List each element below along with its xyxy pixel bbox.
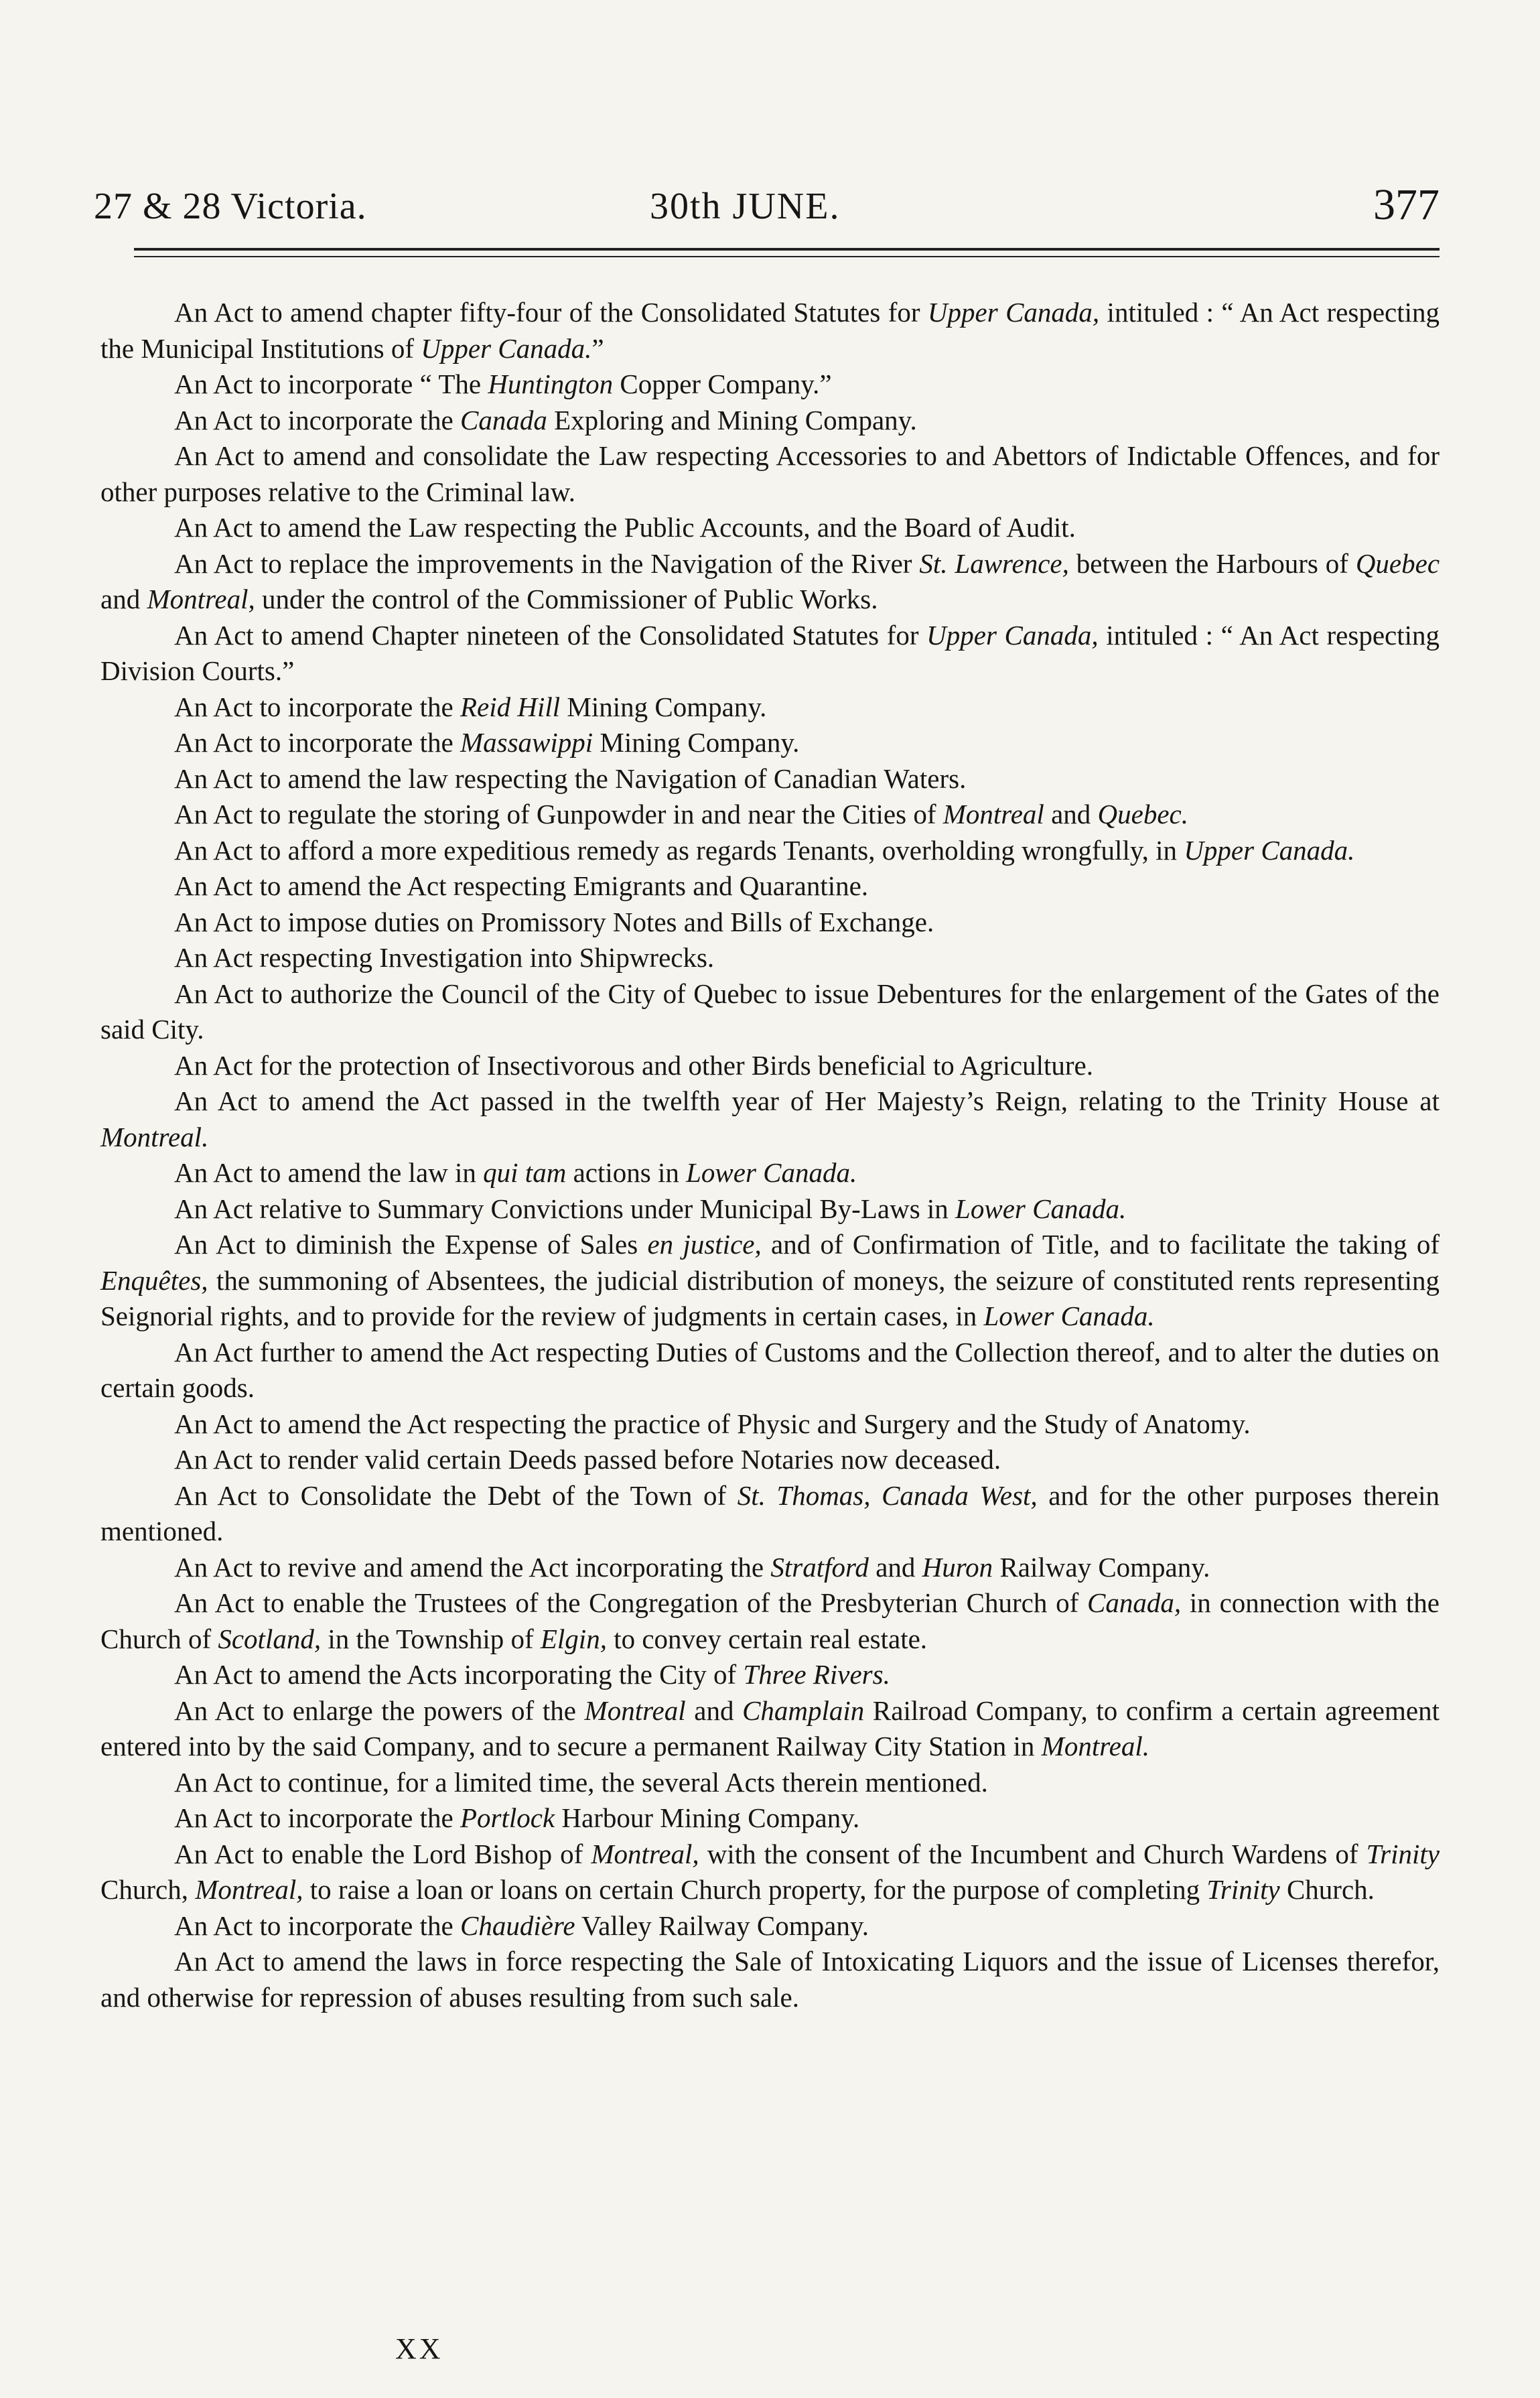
act-entry-text: to convey certain real estate. <box>606 1623 928 1654</box>
act-entry <box>100 510 1440 546</box>
act-entry <box>100 1191 1440 1227</box>
act-entry-text: intituled : “ An Act respecting the Municipal Institutions of <box>100 297 1440 364</box>
act-entry-italic-text: Montreal <box>584 1694 686 1726</box>
act-entry-italic-text: Stratford <box>770 1551 869 1583</box>
act-entry-italic-text: Reid Hill <box>460 691 561 722</box>
act-entry-text: An Act to regulate the storing of Gunpowder in and near the Cities of <box>174 799 943 829</box>
act-entry-text: ” <box>591 332 604 364</box>
act-entry-text: Railway Company. <box>993 1551 1210 1583</box>
act-entry-italic-text: Montreal <box>942 799 1044 829</box>
act-entry-text: and of Confirmation of Title, and to facilitate the taking of <box>761 1229 1440 1260</box>
act-entry-text: An Act to authorize the Council of the City of Quebec to issue Debentures for the enlargement of the Gates of the said City. <box>100 978 1440 1045</box>
act-entry-italic-text: Huron <box>922 1551 993 1583</box>
acts-list <box>100 295 1440 2015</box>
act-entry-text: An Act to afford a more expeditious remedy as regards Tenants, overholding wrongfully, in <box>174 834 1184 866</box>
act-entry-text: Copper Company.” <box>613 369 832 399</box>
act-entry-text: An Act to impose duties on Promissory Notes and Bills of Exchange. <box>174 906 934 937</box>
act-entry-text: and <box>868 1551 922 1583</box>
act-entry <box>100 940 1440 976</box>
act-entry-italic-text: Lower Canada. <box>983 1301 1155 1331</box>
header-regnal-years: 27 & 28 Victoria. <box>94 186 367 227</box>
act-entry-italic-text: Lower Canada. <box>955 1193 1127 1224</box>
act-entry-text: Church, <box>100 1874 196 1905</box>
act-entry-text: An Act to amend and consolidate the Law respecting Accessories to and Abettors of Indictable Offences, and for other purposes relative to the Criminal law. <box>100 440 1440 507</box>
act-entry <box>100 438 1440 510</box>
act-entry-text: Harbour Mining Company. <box>555 1802 860 1833</box>
act-entry <box>100 725 1440 761</box>
act-entry-italic-text: Scotland, <box>218 1623 322 1654</box>
act-entry <box>100 1478 1440 1550</box>
act-entry-text: and <box>685 1694 743 1726</box>
act-entry-text: An Act to amend Chapter nineteen of the Consolidated Statutes for <box>174 619 927 651</box>
running-header <box>94 168 1440 228</box>
act-entry-italic-text: Montreal, <box>195 1874 303 1905</box>
act-entry <box>100 689 1440 726</box>
act-entry-text: Church. <box>1279 1874 1375 1905</box>
act-entry-text: An Act to incorporate the <box>174 691 460 722</box>
act-entry-italic-text: Upper Canada, <box>927 297 1100 328</box>
act-entry <box>100 1335 1440 1406</box>
act-entry <box>100 797 1440 833</box>
header-rule-thick <box>134 248 1440 251</box>
act-entry-text: An Act to incorporate the <box>174 1910 460 1941</box>
act-entry <box>100 1155 1440 1191</box>
act-entry-italic-text: Enquêtes, <box>100 1264 208 1296</box>
act-entry-text: An Act for the protection of Insectivorous and other Birds beneficial to Agriculture. <box>174 1049 1093 1081</box>
act-entry-text: and <box>1044 799 1098 829</box>
act-entry <box>100 1693 1440 1765</box>
act-entry-text: An Act to amend the Law respecting the Public Accounts, and the Board of Audit. <box>174 512 1076 543</box>
act-entry <box>100 1083 1440 1155</box>
act-entry-text: An Act to amend the law in <box>174 1157 484 1188</box>
act-entry <box>100 1800 1440 1837</box>
act-entry-italic-text: Champlain <box>742 1694 865 1726</box>
act-entry-text: An Act to enable the Trustees of the Congregation of the Presbyterian Church of <box>174 1587 1088 1618</box>
act-entry <box>100 905 1440 941</box>
act-entry-text: An Act relative to Summary Convictions under Municipal By-Laws in <box>174 1193 956 1224</box>
act-entry <box>100 618 1440 689</box>
act-entry-italic-text: Upper Canada. <box>421 332 592 364</box>
act-entry-italic-text: Elgin, <box>540 1623 607 1654</box>
act-entry-italic-text: en justice, <box>647 1229 762 1260</box>
act-entry-text: An Act to amend the Act respecting the practice of Physic and Surgery and the Study of Anatomy. <box>174 1408 1251 1439</box>
act-entry-text: Valley Railway Company. <box>575 1910 869 1941</box>
act-entry <box>100 1550 1440 1586</box>
act-entry-italic-text: Massawippi <box>460 727 593 758</box>
act-entry-italic-text: Three Rivers. <box>743 1659 890 1690</box>
act-entry-italic-text: qui tam <box>483 1157 567 1188</box>
act-entry-text: An Act further to amend the Act respecting Duties of Customs and the Collection thereof, and to alter the duties on certain goods. <box>100 1336 1440 1403</box>
act-entry-text: An Act to revive and amend the Act incorporating the <box>174 1551 771 1583</box>
act-entry-text: Mining Company. <box>593 727 800 758</box>
act-entry-text: intituled : “ An Act respecting Division Courts.” <box>100 619 1440 686</box>
act-entry <box>100 1406 1440 1443</box>
act-entry <box>100 976 1440 1048</box>
act-entry-text: and <box>100 584 147 614</box>
act-entry <box>100 1837 1440 1908</box>
act-entry <box>100 1765 1440 1801</box>
page-number: 377 <box>1373 180 1440 229</box>
act-entry-italic-text: St. Thomas, Canada West, <box>737 1479 1038 1511</box>
act-entry-text: An Act to amend the Act respecting Emigrants and Quarantine. <box>174 870 869 901</box>
act-entry <box>100 1442 1440 1478</box>
act-entry <box>100 761 1440 797</box>
act-entry-italic-text: St. Lawrence, <box>919 547 1069 579</box>
act-entry-italic-text: Quebec <box>1355 547 1440 579</box>
act-entry-text: An Act to enable the Lord Bishop of <box>174 1838 591 1869</box>
act-entry-text: Mining Company. <box>560 691 767 722</box>
act-entry-italic-text: Chaudière <box>460 1910 575 1941</box>
act-entry <box>100 403 1440 439</box>
act-entry-text: An Act to diminish the Expense of Sales <box>174 1229 648 1260</box>
act-entry-italic-text: Montreal, <box>591 1838 699 1869</box>
act-entry-text: An Act to incorporate the <box>174 727 460 758</box>
act-entry-italic-text: Upper Canada. <box>1184 834 1355 866</box>
act-entry-text: in the Township of <box>321 1623 541 1654</box>
act-entry-text: An Act to incorporate the <box>174 404 460 436</box>
act-entry-text: Railroad Company, to confirm a certain agreement entered into by the said Company, and to secure a permanent Railway City Station in <box>100 1694 1440 1761</box>
act-entry <box>100 833 1440 869</box>
act-entry <box>100 1585 1440 1657</box>
act-entry-italic-text: Canada, <box>1087 1587 1182 1618</box>
header-date: 30th JUNE. <box>650 186 841 227</box>
act-entry-italic-text: Montreal. <box>1041 1731 1149 1761</box>
act-entry-italic-text: Trinity <box>1366 1838 1440 1869</box>
act-entry-text: and for the other purposes therein mentioned. <box>100 1479 1440 1546</box>
act-entry-text: actions in <box>566 1157 687 1188</box>
act-entry-italic-text: Huntington <box>488 369 614 399</box>
act-entry-text: to raise a loan or loans on certain Church property, for the purpose of completing <box>303 1874 1207 1905</box>
act-entry-text: An Act to continue, for a limited time, the several Acts therein mentioned. <box>174 1766 988 1798</box>
act-entry-text: under the control of the Commissioner of Public Works. <box>255 584 878 614</box>
act-entry-text: An Act to amend the Acts incorporating the City of <box>174 1659 744 1690</box>
act-entry-text: between the Harbours of <box>1068 547 1356 579</box>
act-entry-text: Exploring and Mining Company. <box>547 404 917 436</box>
act-entry <box>100 1908 1440 1944</box>
header-rule-thin <box>134 256 1440 257</box>
act-entry-italic-text: Montreal. <box>100 1121 209 1152</box>
act-entry <box>100 546 1440 618</box>
act-entry-text: the summoning of Absentees, the judicial distribution of moneys, the seizure of constituted rents representing Seignorial rights, and to provide for the review of judgments in certain cases, in <box>100 1264 1440 1331</box>
act-entry <box>100 1944 1440 2015</box>
act-entry-text: An Act to incorporate “ The <box>174 369 488 399</box>
act-entry <box>100 868 1440 905</box>
act-entry-italic-text: Canada <box>460 404 547 436</box>
act-entry-text: An Act to amend the law respecting the Navigation of Canadian Waters. <box>174 762 967 794</box>
signature-mark: XX <box>395 2332 443 2365</box>
act-entry-italic-text: Quebec. <box>1097 799 1188 829</box>
act-entry-italic-text: Trinity <box>1206 1874 1280 1905</box>
act-entry-italic-text: Lower Canada. <box>686 1157 857 1188</box>
act-entry-italic-text: Montreal, <box>147 584 255 614</box>
act-entry-text: in connection with the Church of <box>100 1587 1440 1654</box>
act-entry-text: An Act to enlarge the powers of the <box>174 1694 585 1726</box>
act-entry <box>100 295 1440 367</box>
act-entry-text: An Act to render valid certain Deeds passed before Notaries now deceased. <box>174 1444 1001 1475</box>
act-entry-text: An Act to amend the laws in force respecting the Sale of Intoxicating Liquors and the issue of Licenses therefor, and otherwise for repression of abuses resulting from such sale. <box>100 1946 1440 2013</box>
act-entry-text: An Act to replace the improvements in the Navigation of the River <box>174 547 920 579</box>
act-entry-text: with the consent of the Incumbent and Church Wardens of <box>699 1838 1367 1869</box>
act-entry-text: An Act to amend chapter fifty-four of the Consolidated Statutes for <box>174 297 928 328</box>
act-entry-text: An Act respecting Investigation into Shipwrecks. <box>174 942 715 973</box>
act-entry <box>100 1657 1440 1693</box>
act-entry-italic-text: Portlock <box>460 1802 555 1833</box>
act-entry-text: An Act to Consolidate the Debt of the Town of <box>174 1479 738 1511</box>
act-entry <box>100 1048 1440 1084</box>
act-entry <box>100 367 1440 403</box>
act-entry-text: An Act to incorporate the <box>174 1802 460 1833</box>
act-entry-text: An Act to amend the Act passed in the twelfth year of Her Majesty’s Reign, relating to the Trinity House at <box>174 1085 1440 1116</box>
act-entry-italic-text: Upper Canada, <box>926 619 1099 651</box>
act-entry <box>100 1227 1440 1335</box>
